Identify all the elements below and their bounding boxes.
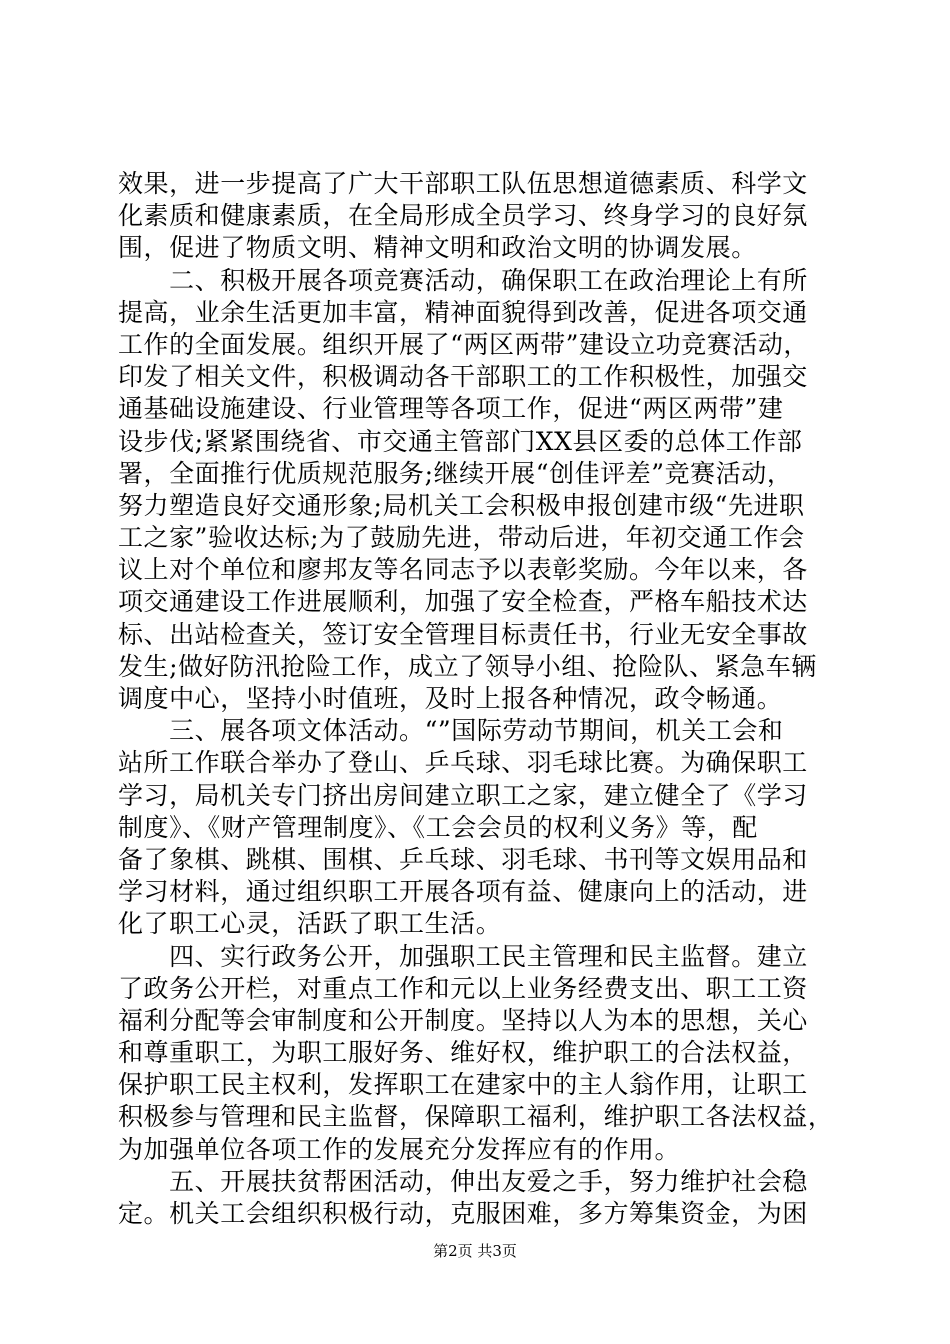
text-line: 备了象棋、跳棋、围棋、乒乓球、羽毛球、书刊等文娱用品和: [118, 844, 808, 874]
text-line: 学习材料，通过组织职工开展各项有益、健康向上的活动，进: [118, 877, 808, 907]
text-line: 标、出站检查关，签订安全管理目标责任书，行业无安全事故: [118, 619, 808, 649]
text-line: 了政务公开栏，对重点工作和元以上业务经费支出、职工工资: [118, 973, 808, 1003]
text-line: 努力塑造良好交通形象;局机关工会积极申报创建市级“先进职: [118, 490, 805, 520]
text-line: 站所工作联合举办了登山、乒乓球、羽毛球比赛。为确保职工: [118, 748, 808, 778]
text-line: 议上对个单位和廖邦友等名同志予以表彰奖励。今年以来，各: [118, 555, 808, 585]
text-line: 五、开展扶贫帮困活动，伸出友爱之手，努力维护社会稳: [118, 1166, 808, 1196]
text-line: 为加强单位各项工作的发展充分发挥应有的作用。: [118, 1134, 681, 1164]
text-line: 保护职工民主权利，发挥职工在建家中的主人翁作用，让职工: [118, 1070, 808, 1100]
text-line: 四、实行政务公开，加强职工民主管理和民主监督。建立: [118, 941, 808, 971]
text-line: 工作的全面发展。组织开展了“两区两带”建设立功竞赛活动，: [118, 329, 809, 359]
text-line: 调度中心，坚持小时值班，及时上报各种情况，政令畅通。: [118, 684, 783, 713]
text-line: 和尊重职工，为职工服好务、维好权，维护职工的合法权益，: [118, 1038, 808, 1068]
text-line: 工之家”验收达标;为了鼓励先进，带动后进，年初交通工作会: [118, 523, 805, 553]
text-line: 设步伐;紧紧围绕省、市交通主管部门XX县区委的总体工作部: [118, 426, 803, 456]
text-line: 发生;做好防汛抢险工作，成立了领导小组、抢险队、紧急车辆: [118, 651, 817, 681]
text-line: 学习，局机关专门挤出房间建立职工之家，建立健全了《学习: [118, 780, 808, 810]
text-line: 项交通建设工作进展顺利，加强了安全检查，严格车船技术达: [118, 587, 808, 617]
text-line: 效果，进一步提高了广大干部职工队伍思想道德素质、科学文: [118, 169, 808, 198]
text-line: 二、积极开展各项竞赛活动，确保职工在政治理论上有所: [118, 265, 808, 295]
text-line: 定。机关工会组织积极行动，克服困难，多方筹集资金，为困: [118, 1199, 808, 1228]
text-line: 印发了相关文件，积极调动各干部职工的工作积极性，加强交: [118, 362, 808, 392]
page-number: 第2页 共3页: [433, 1242, 517, 1260]
text-line: 制度》、《财产管理制度》、《工会会员的权利义务》等，配: [118, 812, 758, 842]
text-line: 三、展各项文体活动。“”国际劳动节期间，机关工会和: [118, 716, 784, 746]
text-line: 化素质和健康素质，在全局形成全员学习、终身学习的良好氛: [118, 201, 808, 231]
body-text: [118, 168, 838, 1230]
text-line: 围，促进了物质文明、精神文明和政治文明的协调发展。: [118, 233, 757, 263]
text-line: 化了职工心灵，活跃了职工生活。: [118, 909, 502, 939]
text-line: 署，全面推行优质规范服务;继续开展“创佳评差”竞赛活动，: [118, 458, 793, 488]
text-line: 提高，业余生活更加丰富，精神面貌得到改善，促进各项交通: [118, 297, 808, 327]
text-line: 积极参与管理和民主监督，保障职工福利，维护职工各法权益，: [118, 1102, 834, 1132]
text-line: 福利分配等会审制度和公开制度。坚持以人为本的思想，关心: [118, 1005, 808, 1035]
text-line: 通基础设施建设、行业管理等各项工作，促进“两区两带”建: [118, 394, 784, 424]
